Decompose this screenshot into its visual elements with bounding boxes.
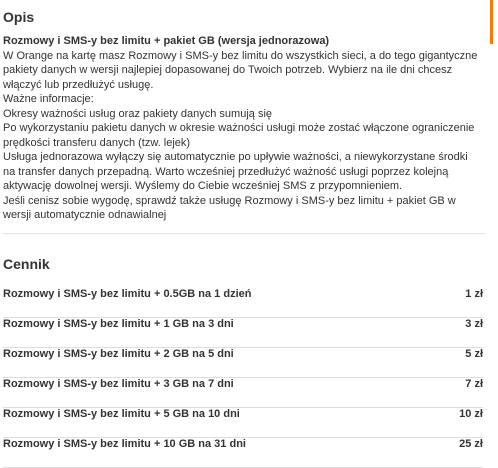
plan-name: Rozmowy i SMS-y bez limitu + 5 GB na 10 dni [3,408,240,420]
cennik-section [3,256,483,468]
price-row [3,408,483,438]
description-line: aktywację dowolnej wersji. Wyślemy do Ciebie wcześniej SMS z przypomnieniem. [3,180,403,192]
price-row [3,378,483,408]
section-divider [3,233,486,234]
plan-name: Rozmowy i SMS-y bez limitu + 3 GB na 7 dni [3,378,234,390]
plan-price: 25 zł [459,438,483,450]
description-line: Jeśli cenisz sobie wygodę, sprawdź także usługę Rozmowy i SMS-y bez limitu + pakiet GB w [3,194,456,207]
description-line: W Orange na kartę masz Rozmowy i SMS-y bez limitu do wszystkich sieci, a do tego gigantyczne [3,49,478,62]
plan-price: 1 zł [465,288,483,300]
price-row [3,318,483,348]
accent-rule [490,0,493,44]
price-row [3,348,483,378]
offer-heading: Rozmowy i SMS-y bez limitu + pakiet GB (wersja jednorazowa) [3,35,330,47]
opis-section [3,9,483,223]
plan-name: Rozmowy i SMS-y bez limitu + 10 GB na 31 dni [3,438,246,450]
description-line: prędkości transferu danych (tzw. lejek) [3,136,191,149]
plan-name: Rozmowy i SMS-y bez limitu + 1 GB na 3 dni [3,318,234,330]
plan-price: 10 zł [459,408,483,420]
description-line: wersji automatycznie odnawialnej [3,209,167,221]
price-row [3,438,483,468]
description-line: Usługa jednorazowa wyłączy się automatycznie po upływie ważności, a niewykorzystane środki [3,151,468,163]
price-row [3,288,483,318]
important-info-label: Ważne informacje: [3,93,94,105]
price-list [3,288,483,468]
description-line: Okresy ważności usług oraz pakiety danych sumują się [3,107,273,120]
description-line: pakiety danych w wersji najlepiej dopasowanej do Twoich potrzeb. Wybierz na ile dni chcesz [3,64,453,76]
opis-description [3,34,483,223]
plan-name: Rozmowy i SMS-y bez limitu + 2 GB na 5 dni [3,348,234,360]
opis-title: Opis [3,9,35,25]
description-line: na transfer danych przepadną. Warto wcześniej przedłużyć ważność usługi poprzez kolejną [3,165,449,178]
plan-name: Rozmowy i SMS-y bez limitu + 0.5GB na 1 dzień [3,288,252,300]
cennik-title: Cennik [3,256,50,272]
description-line: włączyć lub przedłużyć usługę. [3,78,154,91]
plan-price: 7 zł [465,378,483,390]
description-line: Po wykorzystaniu pakietu danych w okresie ważności usługi może zostać włączone ograniczenie [3,122,475,134]
plan-price: 3 zł [465,318,483,330]
plan-price: 5 zł [465,348,483,360]
